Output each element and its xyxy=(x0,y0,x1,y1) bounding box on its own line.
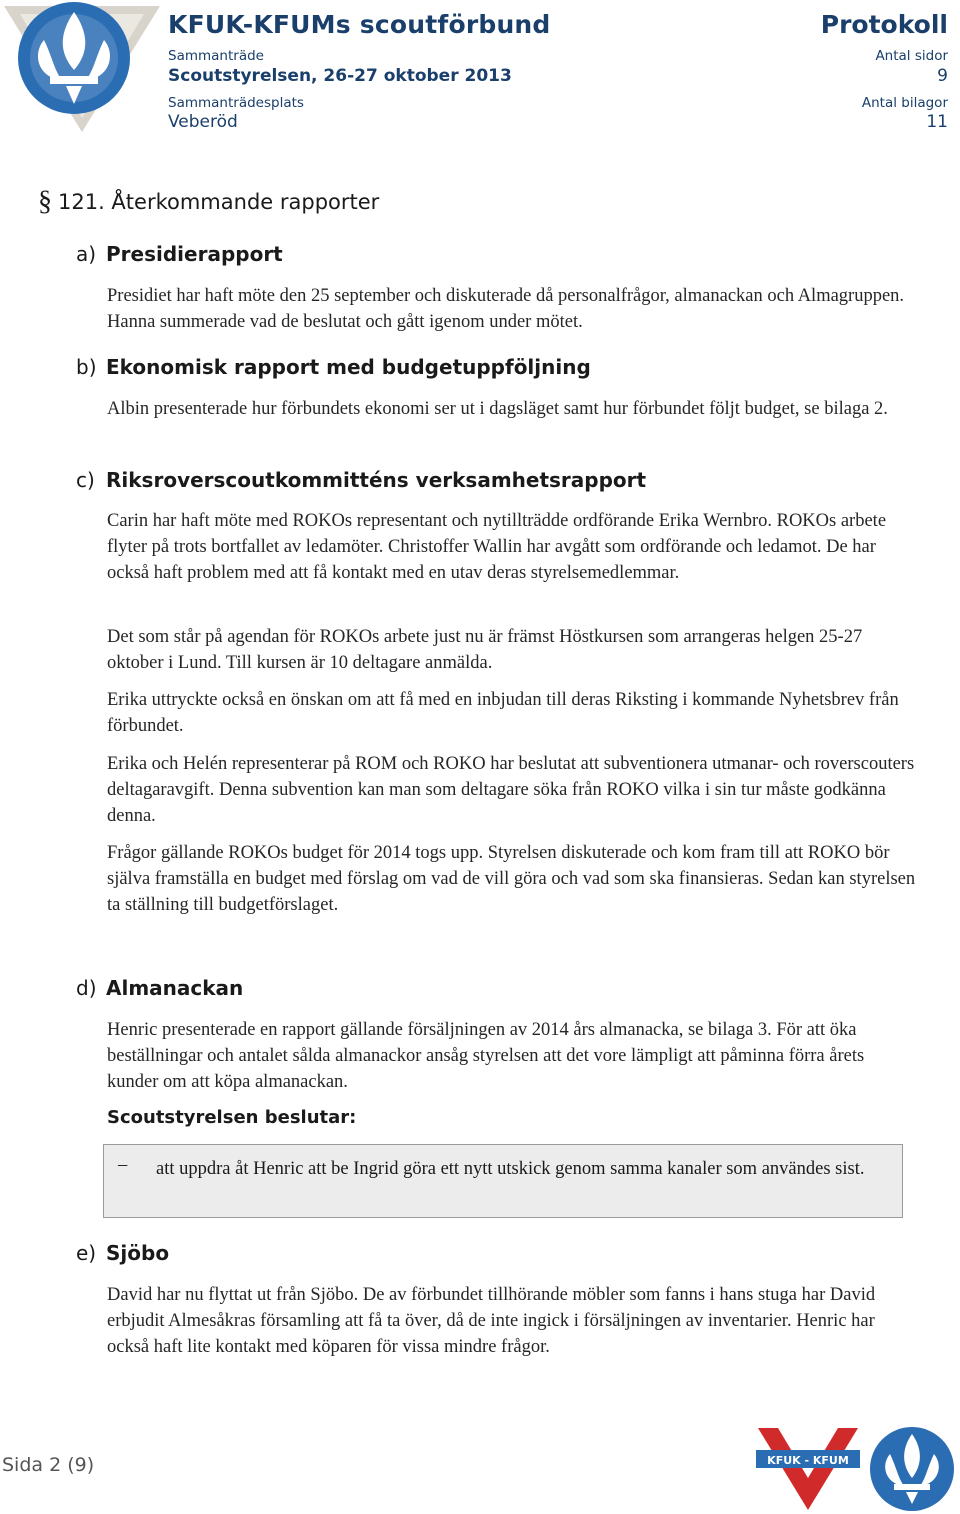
paragraph: Erika uttryckte också en önskan om att få med en inbjudan till deras Riksting i kommande Nyhetsbrev från förbundet. xyxy=(107,690,899,736)
subsection-title: Almanackan xyxy=(106,976,244,1000)
subsection-title: Riksroverscoutkommitténs verksamhetsrapport xyxy=(106,468,647,492)
attachments-label: Antal bilagor xyxy=(861,95,948,111)
subsection-letter: c) xyxy=(76,468,95,492)
pages-value: 9 xyxy=(937,66,948,86)
paragraph: David har nu flyttat ut från Sjöbo. De av förbundet tillhörande möbler som fanns i hans stuga har David erbjudit Almesåkras församling att få ta över, då de inte ingick i försäljningen av inventarier. Henric har också haft lite kontakt med köparen för vissa mindre frågor. xyxy=(107,1285,876,1357)
subsection-title: Presidierapport xyxy=(106,242,283,266)
paragraph: Frågor gällande ROKOs budget för 2014 togs upp. Styrelsen diskuterade och kom fram till att ROKO bör själva framställa en budget med förslag om vad de vill göra och vad som ska finansieras. Sedan kan styrelsen ta ställning till budgetförslaget. xyxy=(107,843,916,915)
paragraph: Henric presenterade en rapport gällande försäljningen av 2014 års almanacka, se bilaga 3. För att öka beställningar och antalet sålda almanackor ansåg styrelsen att det vore lämpligt att påminna förra årets kunder om att köpa almanackan. xyxy=(107,1020,865,1092)
pages-label: Antal sidor xyxy=(875,48,948,64)
section-symbol: § xyxy=(38,186,52,217)
place-value: Veberöd xyxy=(168,112,238,132)
paragraph: Erika och Helén representerar på ROM och ROKO har beslutat att subventionera utmanar- och roverscouters deltagaravgift. Denna subvention kan man som deltagare söka från ROKO vilka i sin tur måste godkänna denna. xyxy=(107,754,915,826)
subsection-heading-e xyxy=(76,1241,169,1265)
decision-heading: Scoutstyrelsen beslutar: xyxy=(107,1107,357,1128)
section-title: 121. Återkommande rapporter xyxy=(58,190,380,214)
decision-text: att uppdra åt Henric att be Ingrid göra ett nytt utskick genom samma kanaler som användes sist. xyxy=(156,1159,865,1179)
paragraph: Det som står på agendan för ROKOs arbete just nu är främst Höstkursen som arrangeras helgen 25-27 oktober i Lund. Till kursen är 10 deltagare anmälda. xyxy=(107,627,863,673)
subsection-heading-a xyxy=(76,242,283,266)
subsection-letter: a) xyxy=(76,242,97,266)
paragraph: Albin presenterade hur förbundets ekonomi ser ut i dagsläget samt hur förbundet följt budget, se bilaga 2. xyxy=(107,399,888,419)
kfuk-logo-text: KFUK - KFUM xyxy=(767,1454,849,1467)
meeting-value: Scoutstyrelsen, 26-27 oktober 2013 xyxy=(168,66,512,86)
place-label: Sammanträdesplats xyxy=(168,95,304,111)
subsection-heading-b xyxy=(76,355,591,379)
document-type: Protokoll xyxy=(820,10,948,39)
paragraph: Carin har haft möte med ROKOs representant och nytillträdde ordförande Erika Wernbro. ROKOs arbete flyter på trots bortfallet av ledamöter. Christoffer Wallin har avgått som ordförande och ledamot. De har också haft problem med att få kontakt med en utav deras styrelsemedlemmar. xyxy=(107,511,887,583)
subsection-heading-d xyxy=(76,976,243,1000)
subsection-title: Ekonomisk rapport med budgetuppföljning xyxy=(106,355,591,379)
page-number: Sida 2 (9) xyxy=(2,1454,95,1476)
subsection-letter: b) xyxy=(76,355,97,379)
kfuk-kfum-logo xyxy=(756,1426,860,1512)
subsection-letter: d) xyxy=(76,976,97,1000)
scout-lily-logo-small xyxy=(868,1426,956,1512)
scout-lily-logo xyxy=(4,0,160,136)
decision-dash: – xyxy=(118,1155,128,1175)
org-name: KFUK-KFUMs scoutförbund xyxy=(168,10,551,39)
attachments-value: 11 xyxy=(926,112,948,132)
subsection-title: Sjöbo xyxy=(106,1241,170,1265)
paragraph: Presidiet har haft möte den 25 september och diskuterade då personalfrågor, almanackan och Almagruppen. Hanna summerade vad de beslutat och gått igenom under mötet. xyxy=(107,286,905,332)
meeting-label: Sammanträde xyxy=(168,48,264,64)
subsection-letter: e) xyxy=(76,1241,97,1265)
subsection-heading-c xyxy=(76,468,646,492)
